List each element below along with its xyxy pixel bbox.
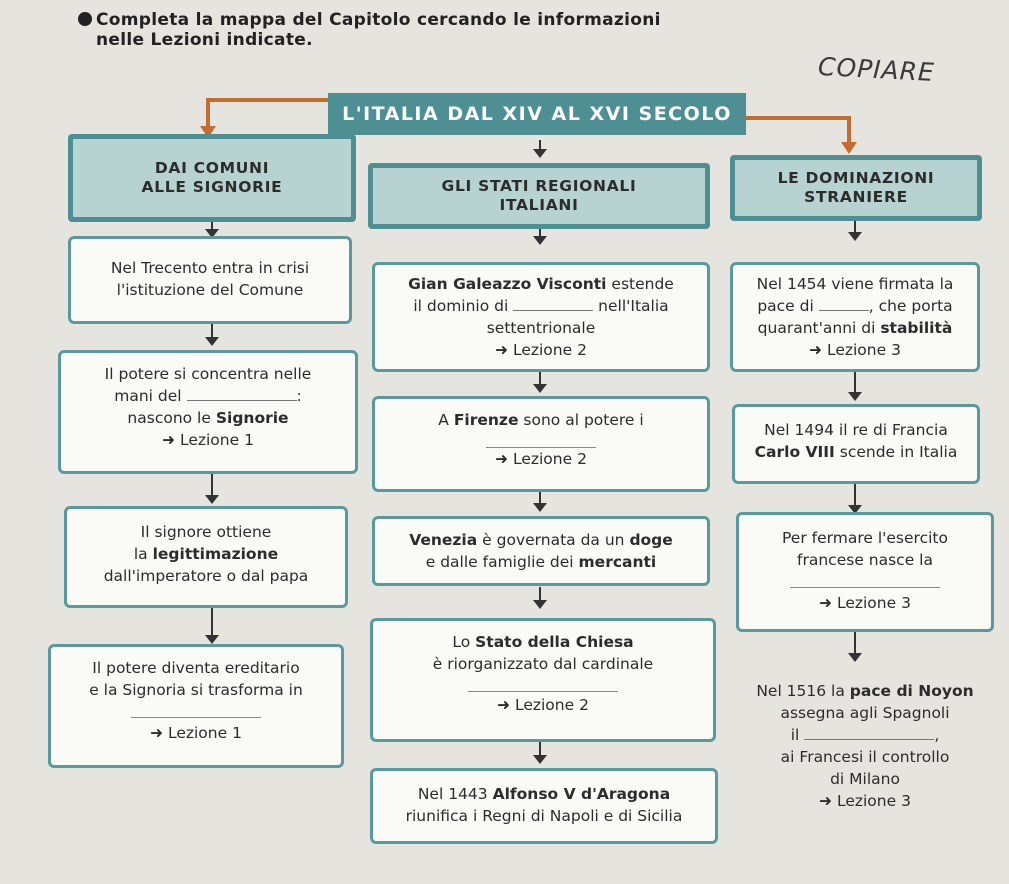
right-arrow-icon: ➜ — [150, 724, 164, 742]
blank-field[interactable] — [513, 296, 593, 311]
blank-field[interactable] — [187, 386, 297, 401]
right-arrow-icon: ➜ — [495, 450, 509, 468]
box-left-trecento: Nel Trecento entra in crisi l'istituzione del Comune — [68, 236, 352, 324]
box-left-ereditario: Il potere diventa ereditario e la Signoria si trasforma in ➜ Lezione 1 — [48, 644, 344, 768]
right-arrow-icon: ➜ — [497, 696, 511, 714]
box-right-noyon: Nel 1516 la pace di Noyon assegna agli Spagnoli il , ai Francesi il controllo di Milano ➜ Lezione 3 — [756, 682, 974, 810]
right-arrow-icon: ➜ — [162, 431, 176, 449]
box-mid-visconti: Gian Galeazzo Visconti estende il dominio di nell'Italia settentrionale ➜ Lezione 2 — [372, 262, 710, 372]
box-right-carlo-viii: Nel 1494 il re di Francia Carlo VIII scende in Italia — [732, 404, 980, 484]
box-mid-venezia: Venezia è governata da un doge e dalle famiglie dei mercanti — [372, 516, 710, 586]
instructions: Completa la mappa del Capitolo cercando le informazioni nelle Lezioni indicate. — [96, 10, 661, 50]
blank-field[interactable] — [790, 571, 940, 588]
map-title: L'ITALIA DAL XIV AL XVI SECOLO — [328, 93, 746, 135]
header-dominazioni-straniere: LE DOMINAZIONI STRANIERE — [730, 155, 982, 221]
box-right-lega: Per fermare l'esercito francese nasce la ➜ Lezione 3 — [736, 512, 994, 632]
box-mid-chiesa: Lo Stato della Chiesa è riorganizzato dal cardinale ➜ Lezione 2 — [370, 618, 716, 742]
blank-field[interactable] — [131, 701, 261, 718]
box-mid-aragona: Nel 1443 Alfonso V d'Aragona riunifica i Regni di Napoli e di Sicilia — [370, 768, 718, 844]
box-left-legittimazione: Il signore ottiene la legittimazione dall'imperatore o dal papa — [64, 506, 348, 608]
right-arrow-icon: ➜ — [819, 792, 833, 810]
right-arrow-icon: ➜ — [495, 341, 509, 359]
connector-right-vertical — [847, 116, 851, 144]
box-mid-firenze: A Firenze sono al potere i ➜ Lezione 2 — [372, 396, 710, 492]
blank-field[interactable] — [486, 431, 596, 448]
header-stati-regionali: GLI STATI REGIONALI ITALIANI — [368, 163, 710, 229]
connector-right-horizontal — [746, 116, 850, 120]
right-arrow-icon: ➜ — [819, 594, 833, 612]
blank-field[interactable] — [468, 675, 618, 692]
right-arrow-icon: ➜ — [809, 341, 823, 359]
connector-left-horizontal — [208, 98, 330, 102]
handwritten-note: COPIARE — [817, 51, 936, 88]
header-comuni-signorie: DAI COMUNI ALLE SIGNORIE — [68, 134, 356, 222]
connector-left-vertical — [206, 98, 210, 128]
blank-field[interactable] — [819, 296, 869, 311]
box-right-pace-lodi: Nel 1454 viene firmata la pace di , che porta quarant'anni di stabilità ➜ Lezione 3 — [730, 262, 980, 372]
blank-field[interactable] — [804, 725, 934, 740]
box-left-potere: Il potere si concentra nelle mani del : nascono le Signorie ➜ Lezione 1 — [58, 350, 358, 474]
bullet-icon — [78, 12, 92, 26]
connector-right-arrow — [841, 142, 857, 154]
